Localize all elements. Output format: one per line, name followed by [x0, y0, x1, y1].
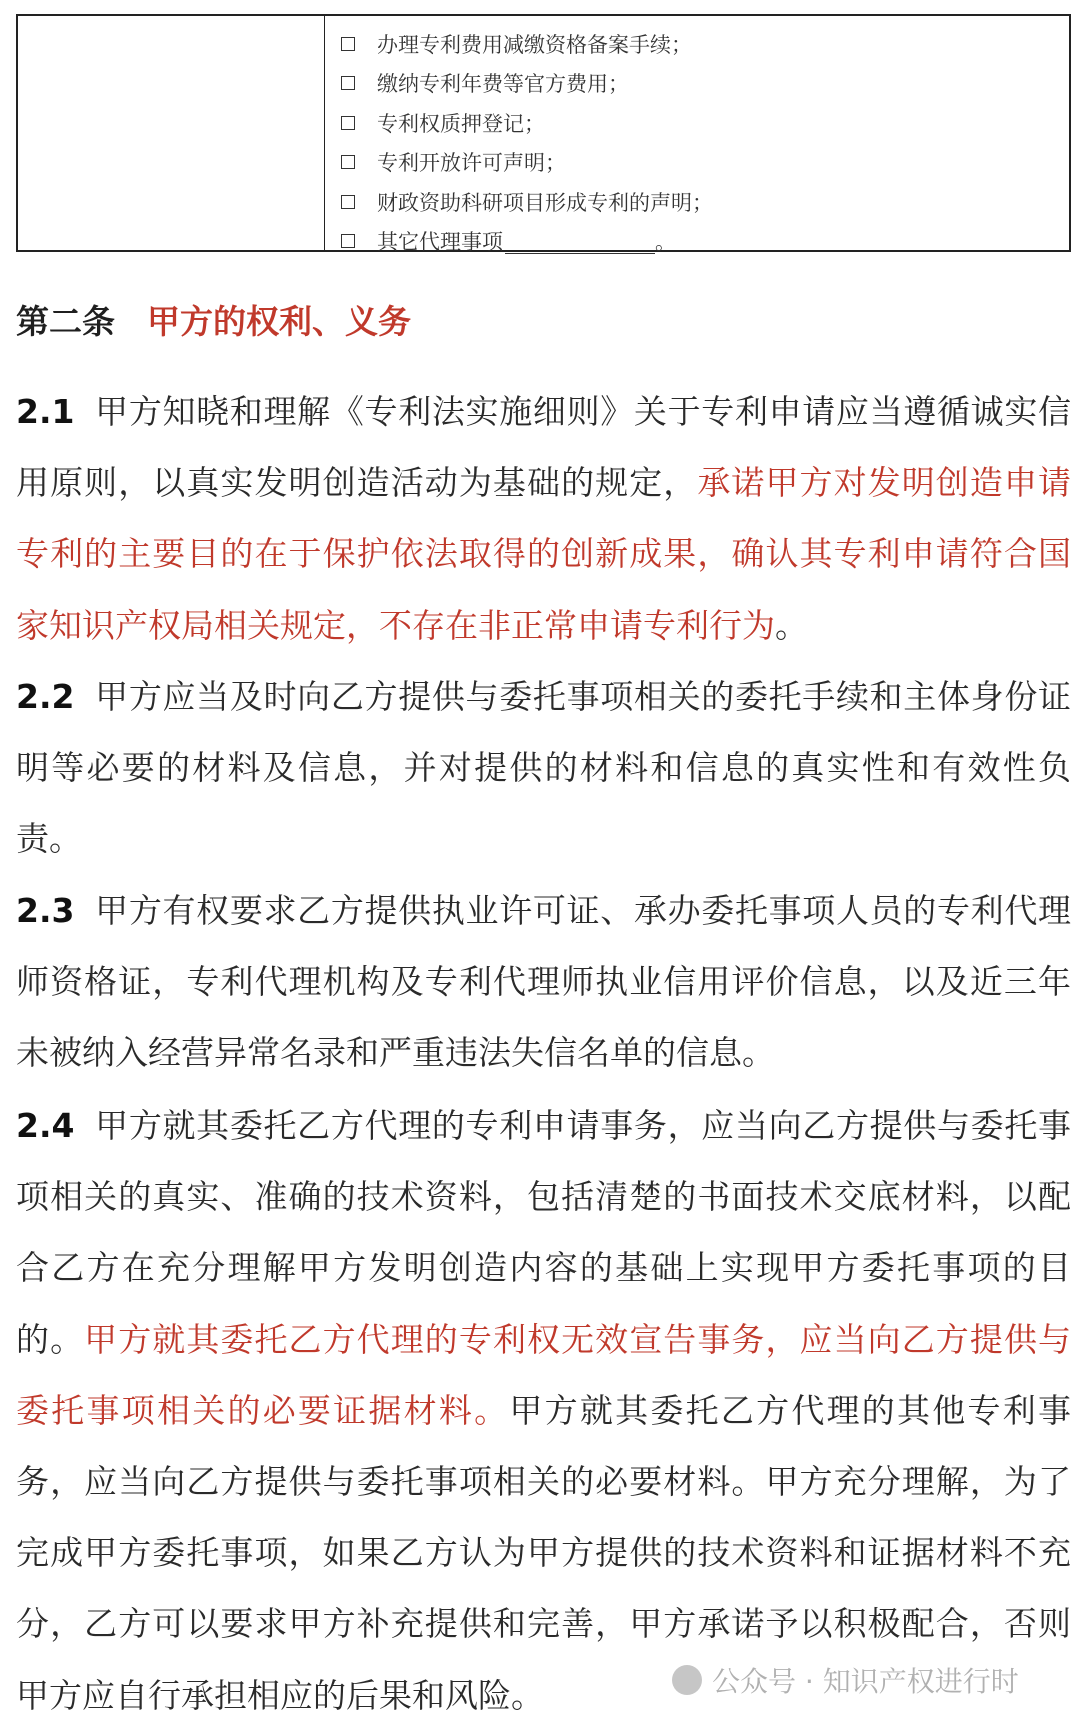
clause-2-2: [16, 661, 1071, 875]
clause-2-4: [16, 1090, 1071, 1731]
checklist-item-suffix: 。: [655, 230, 676, 255]
checklist-item-label: 其它代理事项: [377, 230, 503, 255]
clause-text: 甲方有权要求乙方提供执业许可证、承办委托事项人员的专利代理师资格证，专利代理机构及专利代理师执业信用评价信息，以及近三年未被纳入经营异常名录和严重违法失信名单的信息。: [16, 891, 1071, 1073]
clause-2-3: [16, 875, 1071, 1089]
checklist-item-label: 专利开放许可声明；: [377, 151, 566, 176]
clause-number: 2.4: [16, 1106, 75, 1145]
checklist-item-label: 办理专利费用减缴资格备案手续；: [377, 32, 692, 57]
clause-number: 2.1: [16, 392, 75, 431]
watermark: [672, 1660, 1019, 1700]
article-title: 甲方的权利、义务: [147, 302, 411, 341]
clause-text: 甲方知晓和理解《专利法实施细则》关于专利申请应当遵循诚实信用原则，以真实发明创造活动为基础的规定，: [16, 392, 1071, 503]
checkbox[interactable]: [341, 37, 355, 51]
checklist-item-label: 专利权质押登记；: [377, 111, 545, 136]
article-number: 第二条: [16, 302, 115, 341]
clause-number: 2.3: [16, 891, 75, 930]
checkbox[interactable]: [341, 195, 355, 209]
agency-items-table: [16, 14, 1071, 255]
wechat-icon: [672, 1665, 702, 1695]
checklist-item[interactable]: [325, 103, 1069, 143]
checkbox[interactable]: [341, 76, 355, 90]
checklist-item[interactable]: [325, 143, 1069, 183]
table-left-cell: [18, 16, 325, 250]
checklist-item-label: 财政资助科研项目形成专利的声明；: [377, 190, 713, 215]
clause-text: 甲方就其委托乙方代理的其他专利事务，应当向乙方提供与委托事项相关的必要材料。甲方充分理解，为了完成甲方委托事项，如果乙方认为甲方提供的技术资料和证据材料不充分，乙方可以要求甲方补充提供和完善，甲方承诺予以积极配合，否则甲方应自行承担相应的后果和风险。: [16, 1390, 1072, 1715]
checklist-item-other[interactable]: [325, 222, 1069, 262]
clause-text-highlight: 承诺甲方对发明创造申请专利的主要目的在于保护依法取得的创新成果，确认其专利申请符合国家知识产权局相关规定，不存在非正常申请专利行为: [16, 463, 1072, 645]
table-right-cell: [325, 16, 1069, 255]
checkbox[interactable]: [341, 116, 355, 130]
checkbox[interactable]: [341, 155, 355, 169]
checkbox[interactable]: [341, 234, 355, 248]
watermark-text: 公众号 · 知识产权进行时: [712, 1665, 1019, 1698]
checklist-item[interactable]: [325, 64, 1069, 104]
clause-text-highlight: 甲方就其委托乙方代理的专利权无效宣告事务，应当向乙方提供与委托事项相关的必要证据材料。: [16, 1319, 1072, 1430]
article-heading: [16, 296, 411, 343]
clause-number: 2.2: [16, 677, 75, 716]
clause-text: 。: [775, 605, 808, 645]
clause-2-1: [16, 376, 1071, 661]
clause-text: 甲方应当及时向乙方提供与委托事项相关的委托手续和主体身份证明等必要的材料及信息，并对提供的材料和信息的真实性和有效性负责。: [16, 677, 1071, 859]
clause-text: 甲方就其委托乙方代理的专利申请事务，应当向乙方提供与委托事项相关的真实、准确的技术资料，包括清楚的书面技术交底材料，以配合乙方在充分理解甲方发明创造内容的基础上实现甲方委托事项的目的。: [16, 1106, 1071, 1359]
checklist-item[interactable]: [325, 24, 1069, 64]
checklist-item[interactable]: [325, 182, 1069, 222]
checklist-item-label: 缴纳专利年费等官方费用；: [377, 72, 629, 97]
fill-in-blank[interactable]: [505, 229, 655, 254]
